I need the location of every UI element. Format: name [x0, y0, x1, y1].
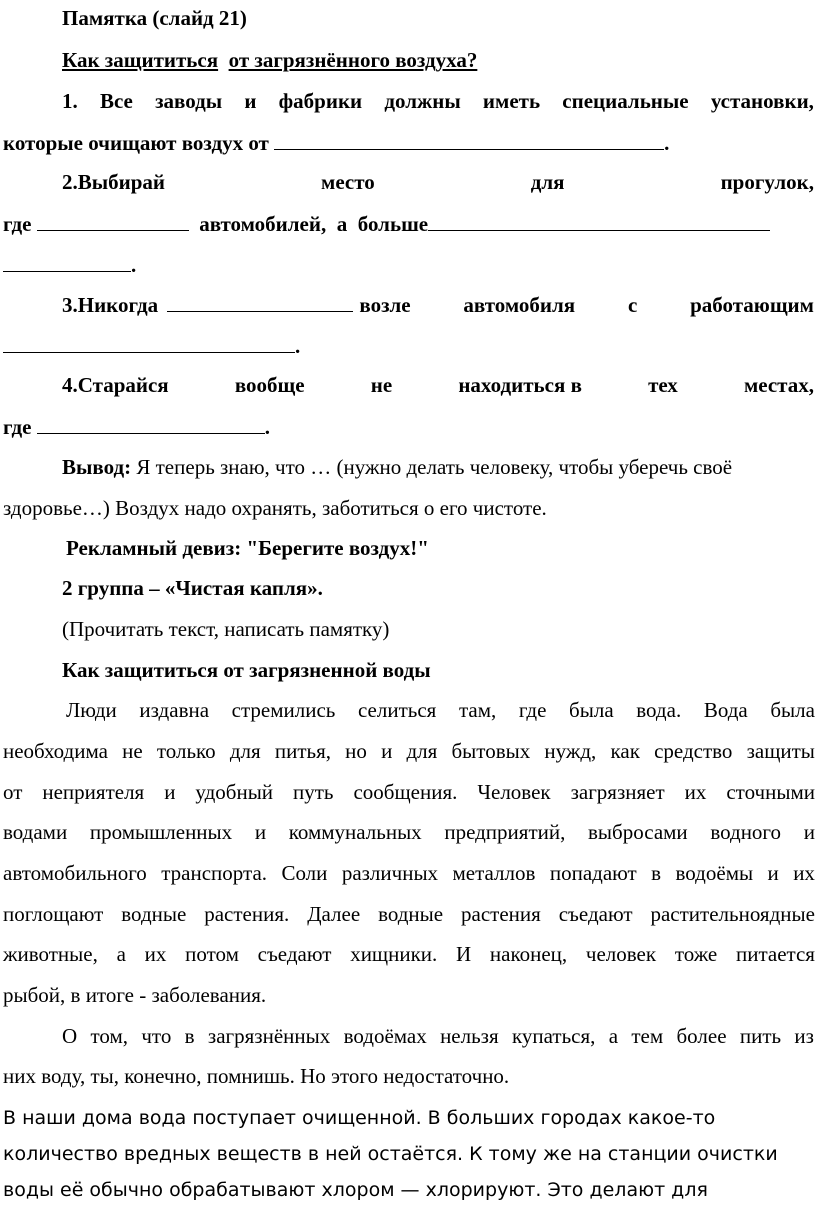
word: что — [141, 1024, 172, 1048]
paragraph-1-line — [3, 739, 815, 763]
paragraph-2-line-1 — [62, 1024, 814, 1048]
word: водные — [378, 902, 444, 926]
word: том, — [90, 1024, 129, 1048]
period: . — [664, 131, 670, 155]
item-2-cars: автомобилей, — [199, 212, 327, 236]
word: водоёмах — [343, 1024, 427, 1048]
word: попадают — [549, 861, 637, 885]
answer-blank — [37, 414, 265, 434]
item-2-and: а — [336, 212, 348, 236]
word: не — [370, 373, 393, 397]
word: а — [608, 1024, 619, 1048]
word: коммунальных — [288, 820, 422, 844]
word: и — [244, 89, 257, 113]
word: была — [569, 698, 614, 722]
word: питья, — [274, 739, 331, 763]
word: заводы — [155, 89, 223, 113]
word: транспорта. — [161, 861, 268, 885]
word: и — [254, 820, 267, 844]
word: стремились — [231, 698, 336, 722]
period: . — [131, 253, 137, 277]
word: животные, — [3, 942, 98, 966]
word: Соли — [281, 861, 328, 885]
word: в — [651, 861, 662, 885]
word: из — [794, 1024, 814, 1048]
answer-blank — [167, 292, 353, 312]
word: Вода — [703, 698, 748, 722]
word: селиться — [357, 698, 437, 722]
conclusion-line-2: здоровье…) Воздух надо охранять, заботиться о его чистоте. — [3, 496, 547, 520]
item-2-line-3 — [3, 252, 816, 277]
word: место — [321, 170, 375, 194]
word: находиться в — [458, 373, 582, 397]
item-3-line-1 — [62, 292, 814, 317]
word: наконец, — [489, 942, 568, 966]
conclusion-text: Я теперь знаю, что … (нужно делать человеку, чтобы уберечь своё — [136, 455, 733, 479]
word: промышленных — [89, 820, 233, 844]
word: загрязнённых — [207, 1024, 331, 1048]
word: различных — [341, 861, 439, 885]
word: специальные — [562, 89, 689, 113]
paragraph-3-line-2: количество вредных веществ в ней остаётся. К тому же на станции очистки — [3, 1143, 778, 1165]
item-4-where: где — [3, 415, 32, 439]
word: и — [164, 780, 176, 804]
word: вода. — [636, 698, 682, 722]
word: для — [530, 170, 565, 194]
item-2-more: больше — [357, 212, 429, 236]
paragraph-3-line-3: воды её обычно обрабатывают хлором — хлорируют. Это делают для — [3, 1179, 708, 1201]
word: водоёмы — [675, 861, 754, 885]
paragraph-1-line — [3, 942, 815, 966]
question-part-2: от загрязнённого воздуха? — [228, 48, 478, 72]
item-1-line-1 — [62, 89, 814, 113]
paragraph-1-last-line: рыбой, в итоге - заболевания. — [3, 983, 267, 1007]
item-3-rest — [359, 293, 814, 317]
word: питается — [735, 942, 815, 966]
word: необходима — [3, 739, 108, 763]
word: тоже — [674, 942, 718, 966]
word: там, — [458, 698, 497, 722]
word: потом — [185, 942, 239, 966]
word: человек — [585, 942, 657, 966]
word: нужд, — [544, 739, 597, 763]
word: защиты — [746, 739, 815, 763]
word: Далее — [307, 902, 361, 926]
item-2-line-2 — [3, 211, 816, 236]
item-2-line-1 — [62, 170, 814, 194]
word: установки, — [710, 89, 814, 113]
group-title: 2 группа – «Чистая капля». — [62, 576, 323, 600]
word: местах, — [743, 373, 814, 397]
water-heading: Как защититься от загрязненной воды — [62, 658, 431, 682]
word: не — [122, 739, 143, 763]
word: Все — [99, 89, 133, 113]
word: съедают — [558, 902, 633, 926]
answer-blank — [37, 211, 189, 231]
word: неприятеля — [42, 780, 145, 804]
word: растения — [461, 902, 541, 926]
item-2-where: где — [3, 212, 32, 236]
period: . — [264, 415, 270, 439]
paragraph-1-line — [3, 820, 815, 844]
word: 4.Старайся — [62, 373, 169, 397]
item-4-line-2 — [3, 414, 816, 439]
word: водами — [3, 820, 68, 844]
answer-blank — [274, 130, 664, 150]
section-question — [0, 48, 816, 72]
item-1-text: которые очищают воздух от — [3, 131, 269, 155]
word: тех — [648, 373, 678, 397]
item-1-line-2 — [3, 130, 816, 155]
word: растения. — [204, 902, 290, 926]
paragraph-2-line-2: них воду, ты, конечно, помнишь. Но этого недостаточно. — [3, 1064, 510, 1088]
word: съедают — [257, 942, 332, 966]
period: . — [295, 334, 301, 358]
word: иметь — [482, 89, 541, 113]
word: и — [767, 861, 779, 885]
paragraph-1-line — [3, 861, 815, 885]
slogan: Рекламный девиз: "Берегите воздух!" — [66, 536, 429, 560]
paragraph-1-line — [3, 902, 815, 926]
item-4-line-1 — [62, 373, 814, 397]
word: и — [381, 739, 393, 763]
word: и — [803, 820, 815, 844]
answer-blank — [428, 211, 770, 231]
word: их — [144, 942, 167, 966]
conclusion-label: Вывод: — [62, 455, 132, 479]
word: путь — [293, 780, 334, 804]
word: О — [62, 1024, 78, 1048]
word: возле — [359, 293, 411, 317]
word: выбросами — [588, 820, 688, 844]
word: нельзя — [440, 1024, 499, 1048]
word: бытовых — [451, 739, 531, 763]
word: но — [345, 739, 367, 763]
word: фабрики — [278, 89, 363, 113]
question-part-1: Как защититься — [62, 48, 219, 72]
word: удобный — [195, 780, 274, 804]
word: а — [116, 942, 126, 966]
item-3-line-2 — [3, 333, 816, 358]
paragraph-3-line-1: В наши дома вода поступает очищенной. В больших городах какое-то — [3, 1107, 716, 1129]
word: загрязняет — [570, 780, 665, 804]
word: хищники. — [350, 942, 438, 966]
word: металлов — [452, 861, 536, 885]
word: только — [156, 739, 216, 763]
word: Люди — [66, 698, 117, 722]
word: Человек — [477, 780, 551, 804]
paragraph-1-line — [3, 780, 815, 804]
word: как — [610, 739, 640, 763]
conclusion-line-1 — [62, 455, 816, 479]
word: для — [229, 739, 261, 763]
word: их — [684, 780, 707, 804]
word: должны — [384, 89, 461, 113]
group-task: (Прочитать текст, написать памятку) — [62, 617, 390, 641]
word: от — [3, 780, 23, 804]
item-3-never: 3.Никогда — [62, 293, 159, 317]
word: в — [184, 1024, 195, 1048]
word: их — [793, 861, 815, 885]
word: И — [456, 942, 472, 966]
word: издавна — [139, 698, 210, 722]
word: вообще — [234, 373, 305, 397]
word: 1. — [62, 89, 78, 113]
word: сточными — [726, 780, 815, 804]
word: была — [770, 698, 815, 722]
word: водные — [121, 902, 187, 926]
word: купаться, — [511, 1024, 596, 1048]
word: более — [676, 1024, 727, 1048]
word: сообщения. — [353, 780, 458, 804]
word: 2.Выбирай — [62, 170, 166, 194]
word: с — [627, 293, 638, 317]
word: растительноядные — [650, 902, 815, 926]
word: где — [518, 698, 547, 722]
paragraph-1-line — [66, 698, 815, 722]
word: пить — [739, 1024, 782, 1048]
word: тем — [631, 1024, 664, 1048]
word: средство — [654, 739, 733, 763]
word: поглощают — [3, 902, 104, 926]
word: автомобильного — [3, 861, 147, 885]
word: прогулок, — [720, 170, 814, 194]
memo-title: Памятка (слайд 21) — [62, 6, 247, 30]
word: работающим — [690, 293, 814, 317]
word: предприятий, — [444, 820, 566, 844]
word: водного — [710, 820, 782, 844]
answer-blank — [3, 252, 131, 272]
word: автомобиля — [463, 293, 576, 317]
word: для — [406, 739, 438, 763]
answer-blank — [3, 333, 295, 353]
